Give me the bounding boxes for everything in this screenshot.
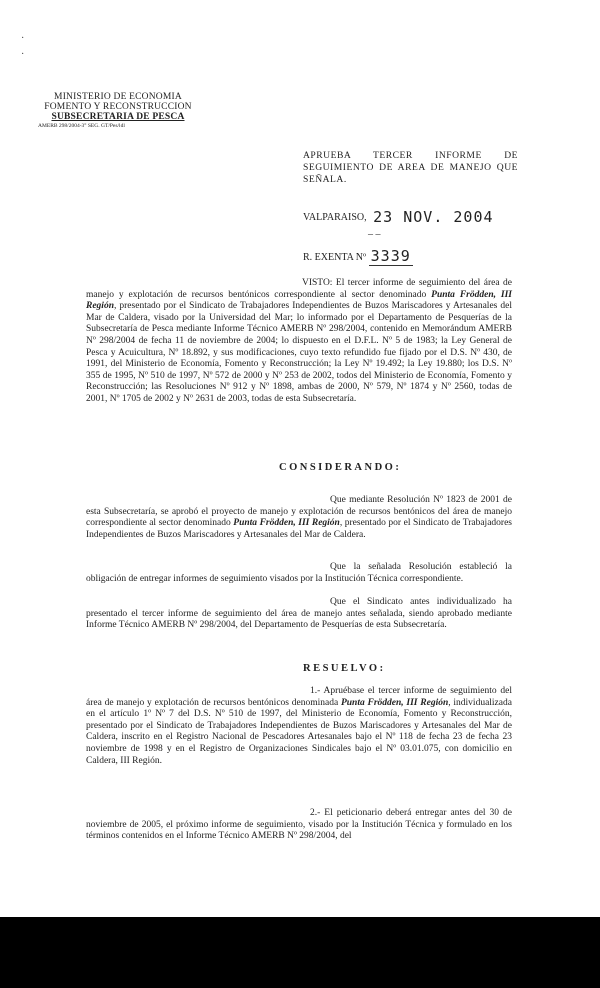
resolution-number: 3339 bbox=[370, 247, 411, 265]
considerando-paragraph-3: Que el Sindicato antes individualizado ha presentado el tercer informe de seguimiento del área de manejo antes señalada, siendo aprobado mediante Informe Técnico AMERB Nº 298/2004, del Departamento de Pesquerías de esta Subsecretaría. bbox=[86, 597, 512, 631]
visto-label: VISTO: bbox=[302, 278, 333, 288]
visto-text-1: El tercer informe de seguimiento del área de manejo y explotación de recursos bentónicos correspondiente al sector denominado bbox=[86, 278, 512, 300]
considerando-paragraph-2: Que la señalada Resolución estableció la obligación de entregar informes de seguimiento visados por la Institución Técnica correspondiente. bbox=[86, 562, 512, 584]
scan-bottom-border bbox=[0, 917, 600, 988]
resolution-subject: APRUEBA TERCER INFORME DE SEGUIMIENTO DE AREA DE MANEJO QUE SEÑALA. bbox=[303, 150, 518, 185]
resuelvo-text-1a: 1.- Apruébase el tercer informe de seguimiento del área de manejo y explotación de recursos bentónicos denominada bbox=[86, 686, 512, 708]
stamped-date: 23 NOV. 2004 bbox=[373, 208, 494, 226]
visto-paragraph bbox=[86, 278, 512, 406]
area-name: Punta Frödden, III Región bbox=[233, 518, 340, 529]
visto-text-2: , presentado por el Sindicato de Trabajadores Independientes de Buzos Mariscadores y Artesanales del Mar de Caldera, visado por la Universidad del Mar; lo informado por el Departamento de Pesquerías de la Subsecretaría de Pesca mediante Informe Técnico AMERB Nº 298/2004, contenido en Memorándum AMERB Nº 298/2004 de fecha 11 de noviembre de 2004; lo dispuesto en el D.F.L. Nº 5 de 1983; la Ley General de Pesca y Acuicultura, Nº 18.892, y sus modificaciones, cuyo texto refundido fue fijado por el D.S. Nº 430, de 1991, del Ministerio de Economía, Fomento y Reconstrucción; la Ley Nº 19.492; la Ley 19.880; los D.S. Nº 355 de 1995, Nº 510 de 1997, Nº 572 de 2000 y Nº 253 de 2002, todos del Ministerio de Economía, Fomento y Reconstrucción; las Resoluciones Nº 912 y Nº 1898, ambas de 2000, Nº 579, Nº 1874 y Nº 2560, todas de 2001, Nº 1705 de 2002 y Nº 2631 de 2003, todas de esta Subsecretaría. bbox=[86, 301, 512, 404]
ministry-name: MINISTERIO DE ECONOMIA bbox=[54, 92, 182, 102]
considerando-heading: CONSIDERANDO: bbox=[279, 462, 402, 473]
resuelvo-text-1b: , individualizada en el artículo 1º Nº 7 del D.S. Nº 510 de 1997, del Ministerio de Economía, Fomento y Reconstrucción, presentado por el Sindicato de Trabajadores Independientes de Buzos Mariscadores y Artesanales del Mar de Caldera, inscrito en el Registro Nacional de Pescadores Artesanales bajo el Nº 118 de fecha 23 de fecha 23 noviembre de 1998 y en el Registro de Organizaciones Sindicales bajo el Nº 03.01.075, con domicilio en Caldera, III Región. bbox=[86, 697, 512, 766]
place-date-line bbox=[303, 206, 494, 224]
resuelvo-paragraph-2: 2.- El peticionario deberá entregar antes del 30 de noviembre de 2005, el próximo informe de seguimiento, visado por la Institución Técnica y formulado en los términos contenidos en el Informe Técnico AMERB Nº 298/2004, del bbox=[86, 808, 512, 842]
resolution-label: R. EXENTA Nº bbox=[303, 252, 367, 263]
scan-speck: · bbox=[21, 33, 25, 44]
subsecretariat-name: SUBSECRETARIA DE PESCA bbox=[51, 112, 185, 122]
considerando-text-1b: , presentado por el Sindicato de Trabajadores Independientes de Buzos Mariscadores y Artesanales del Mar de Caldera. bbox=[86, 518, 512, 540]
resuelvo-heading: RESUELVO: bbox=[303, 663, 386, 674]
reference-code: AMERB 298/2004-3° SEG. GT/Pes/ldl bbox=[38, 123, 125, 129]
area-name: Punta Frödden, III Región bbox=[340, 697, 449, 708]
scan-speck: · bbox=[21, 49, 25, 60]
resuelvo-paragraph-1 bbox=[86, 686, 512, 767]
considerando-text-1a: Que mediante Resolución Nº 1823 de 2001 de esta Subsecretaría, se aprobó el proyecto de manejo y explotación de recursos bentónicos del área de manejo correspondiente al sector denominado bbox=[86, 495, 512, 529]
ministry-department: FOMENTO Y RECONSTRUCCION bbox=[44, 102, 192, 112]
area-name: Punta Frödden, III Región bbox=[86, 289, 512, 312]
ministry-header bbox=[38, 92, 198, 130]
separator-mark: – – bbox=[368, 229, 381, 240]
place-label: VALPARAISO, bbox=[303, 212, 367, 223]
considerando-paragraph-1 bbox=[86, 495, 512, 541]
resolution-number-line bbox=[303, 246, 413, 264]
